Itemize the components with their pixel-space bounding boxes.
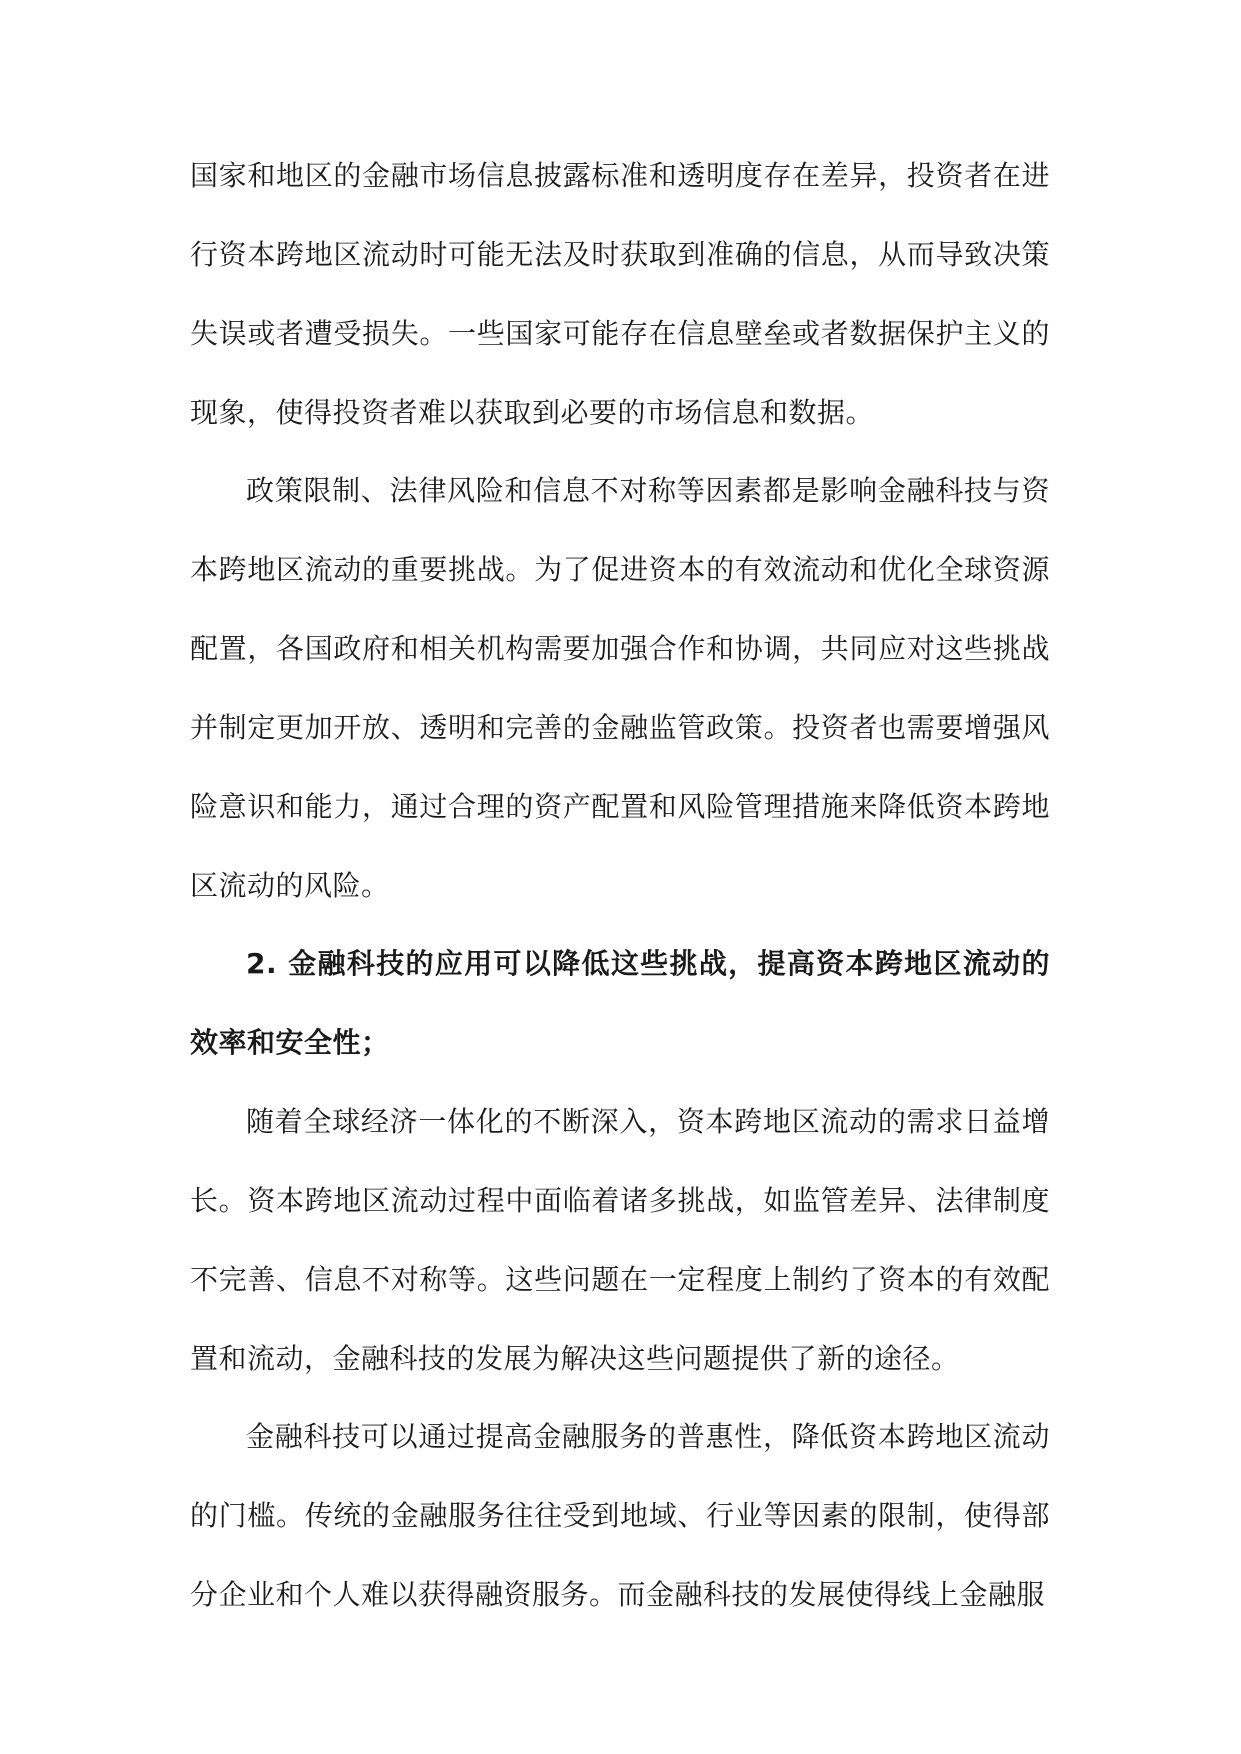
paragraph: 随着全球经济一体化的不断深入，资本跨地区流动的需求日益增长。资本跨地区流动过程中面临着诸多挑战，如监管差异、法律制度不完善、信息不对称等。这些问题在一定程度上制约了资本的有效配置和流动，金融科技的发展为解决这些问题提供了新的途径。 xyxy=(190,1105,1050,1375)
paragraph: 金融科技可以通过提高金融服务的普惠性，降低资本跨地区流动的门槛。传统的金融服务往往受到地域、行业等因素的限制，使得部分企业和个人难以获得融资服务。而金融科技的发展使得线上金融服 xyxy=(190,1420,1050,1611)
section-heading: 2. 金融科技的应用可以降低这些挑战，提高资本跨地区流动的效率和安全性； xyxy=(190,947,1050,1059)
paragraph-continued: 国家和地区的金融市场信息披露标准和透明度存在差异，投资者在进行资本跨地区流动时可能无法及时获取到准确的信息，从而导致决策失误或者遭受损失。一些国家可能存在信息壁垒或者数据保护主义的现象，使得投资者难以获取到必要的市场信息和数据。 xyxy=(190,159,1050,429)
paragraph: 政策限制、法律风险和信息不对称等因素都是影响金融科技与资本跨地区流动的重要挑战。为了促进资本的有效流动和优化全球资源配置，各国政府和相关机构需要加强合作和协调，共同应对这些挑战并制定更加开放、透明和完善的金融监管政策。投资者也需要增强风险意识和能力，通过合理的资产配置和风险管理措施来降低资本跨地区流动的风险。 xyxy=(190,474,1050,902)
